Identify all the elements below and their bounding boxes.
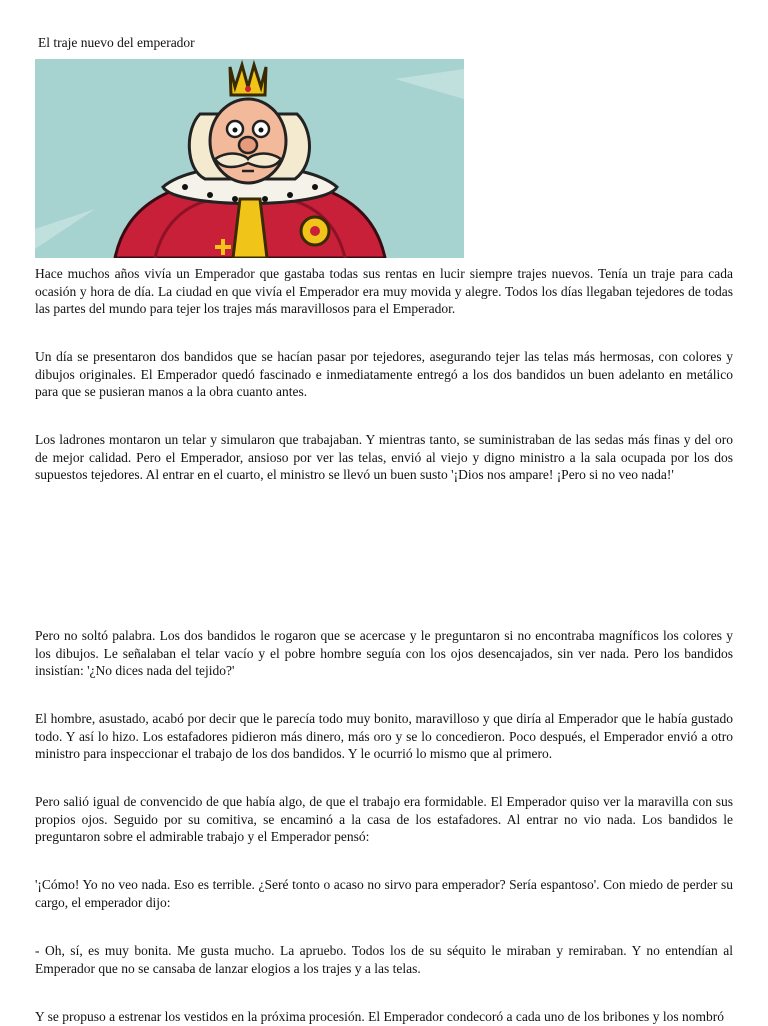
paragraph: El hombre, asustado, acabó por decir que le parecía todo muy bonito, maravilloso y que diría al Emperador que le había gustado todo. Y así lo hizo. Los estafadores pidieron más dinero, más oro y se lo concedieron. Poco después, el Emperador envió a otro ministro para inspeccionar el trabajo de los dos bandidos. Y le ocurrió lo mismo que al primero. <box>35 711 733 761</box>
paragraph: Y se propuso a estrenar los vestidos en la próxima procesión. El Emperador condecoró a cada uno de los bribones y los nombró <box>35 1009 724 1024</box>
paragraph: Un día se presentaron dos bandidos que se hacían pasar por tejedores, asegurando tejer las telas más hermosas, con colores y dibujos originales. El Emperador quedó fascinado e inmediatamente entregó a los dos bandidos un buen adelanto en metálico para que se pusieran manos a la obra cuanto antes. <box>35 349 733 399</box>
emperor-illustration-icon <box>35 59 464 258</box>
paragraph: Hace muchos años vivía un Emperador que gastaba todas sus rentas en lucir siempre trajes nuevos. Tenía un traje para cada ocasión y hora de día. La ciudad en que vivía el Emperador era muy movida y alegre. Todos los días llegaban tejedores de todas las partes del mundo para tejer los trajes más maravillosos para el Emperador. <box>35 266 733 316</box>
paragraph: '¡Cómo! Yo no veo nada. Eso es terrible. ¿Seré tonto o acaso no sirvo para emperador? Sería espantoso'. Con miedo de perder su cargo, el emperador dijo: <box>35 877 733 910</box>
paragraph: Los ladrones montaron un telar y simularon que trabajaban. Y mientras tanto, se suministraban de las sedas más finas y del oro de mejor calidad. Pero el Emperador, ansioso por ver las telas, envió al viejo y digno ministro a la sala ocupada por los dos supuestos tejedores. Al entrar en el cuarto, el ministro se llevó un buen susto '¡Dios nos ampare! ¡Pero si no veo nada!' <box>35 432 733 482</box>
emperor-illustration <box>35 59 464 258</box>
paragraph: Pero salió igual de convencido de que había algo, de que el trabajo era formidable. El Emperador quiso ver la maravilla con sus propios ojos. Seguido por su comitiva, se encaminó a la casa de los estafadores. Al entrar no vio nada. Los bandidos le preguntaron sobre el admirable trabajo y el Emperador pensó: <box>35 794 733 844</box>
paragraph: - Oh, sí, es muy bonita. Me gusta mucho. La apruebo. Todos los de su séquito le miraban y remiraban. Y no entendían al Emperador que no se cansaba de lanzar elogios a los trajes y a las telas. <box>35 943 733 976</box>
page-title: El traje nuevo del emperador <box>38 35 195 50</box>
paragraph: Pero no soltó palabra. Los dos bandidos le rogaron que se acercase y le preguntaron si no encontraba magníficos los colores y los dibujos. Le señalaban el telar vacío y el pobre hombre seguía con los ojos desencajados, sin ver nada. Pero los bandidos insistían: '¿No dices nada del tejido?' <box>35 628 733 678</box>
